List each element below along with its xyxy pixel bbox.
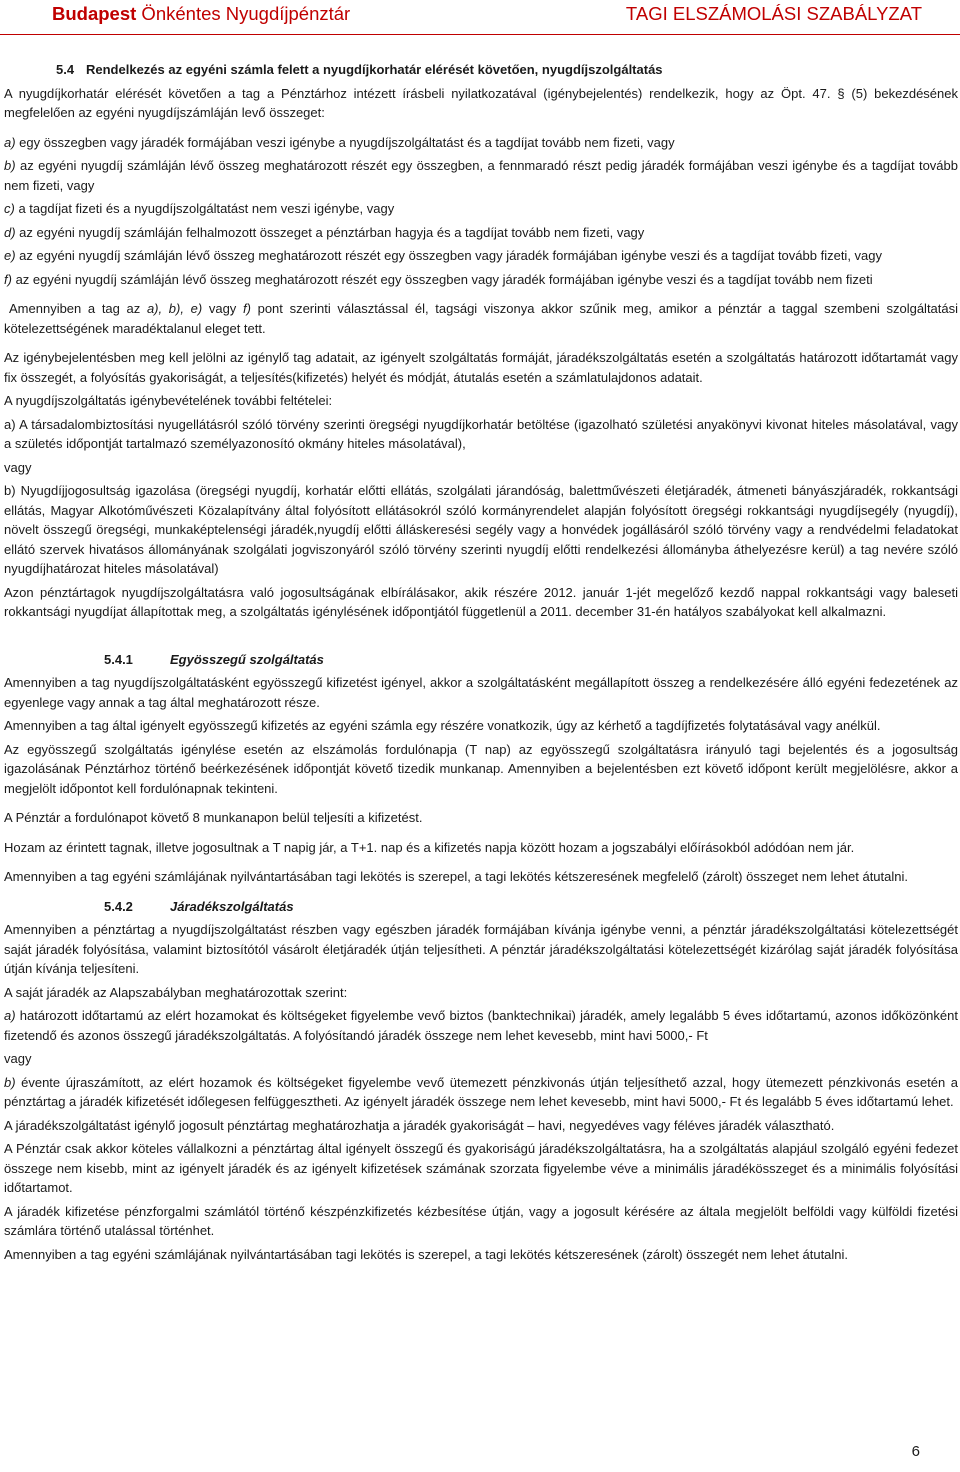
option-b-text: az egyéni nyugdíj számláján lévő összeg meghatározott részét egy összegben, a fennmaradó részt pedig járadék formájában veszi igénybe és a tagdíjat tovább nem fizeti, vagy	[4, 158, 958, 193]
annuity-p1: Amennyiben a pénztártag a nyugdíjszolgáltatást részben vagy egészben járadék formájában kívánja igénybe venni, a pénztár járadékszolgáltatási kötelezettségét saját járadék folyósítása, valamint biztosítótól vásárolt életjáradék útján teljesítheti. A pénztár járadékszolgáltatási kötelezettségét kizárólag saját járadék folyósítása útján kívánja teljesíteni.	[4, 922, 958, 976]
section-heading	[56, 60, 958, 80]
annuity-a-label: a)	[4, 1008, 16, 1023]
annuity-b	[4, 1073, 958, 1112]
section-title: Rendelkezés az egyéni számla felett a nyugdíjkorhatár elérését követően, nyugdíjszolgáltatás	[86, 62, 663, 77]
option-a-label: a)	[4, 134, 16, 150]
intro-paragraph: A nyugdíjkorhatár elérését követően a tag a Pénztárhoz intézett írásbeli nyilatkozatával (igénybejelentés) rendelkezik, hogy az Öpt. 47. § (5) bekezdésének megfelelően az egyéni nyugdíjszámláján levő összeget:	[4, 85, 958, 120]
option-f-label: f)	[4, 271, 12, 287]
page-number: 6	[911, 1443, 920, 1460]
condition-b: b) Nyugdíjjogosultság igazolása (öregségi nyugdíj, korhatár előtti ellátás, szolgálati járandóság, balettművészeti életjáradék, átmeneti bányászjáradék, rokkantsági ellátás, Magyar Alkotóművészeti Közalapítvány által folyósított ellátásokról szóló kormányrendelet alapján folyósított öregségi rokkantsági nyugdíjsegély (nyugdíj), növelt összegű öregségi, munkaképtelenségi járadék,nyugdíj előtti álláskeresési segély vagy a honvédek jogállásáról szóló törvény vagy a rendvédelmi feladatokat ellátó szervek hivatásos állományának szolgálati jogviszonyáról szóló törvény szerinti nyugdíj előtti rendelkezési állományba áthelyezésre kerül) a tag nevére szóló nyugdíjhatározat hiteles másolatával)	[4, 483, 958, 576]
option-e-text: az egyéni nyugdíj számláján lévő összeg meghatározott részét egy összegben vagy járadék formájában igénybe veszi és a tagdíjat tovább fizeti, vagy	[15, 248, 883, 263]
document-title: TAGI ELSZÁMOLÁSI SZABÁLYZAT	[625, 3, 922, 24]
lump-sum-p3: Az egyösszegű szolgáltatás igénylése esetén az elszámolás fordulónapja (T nap) az egyösszegű szolgáltatásra irányuló tagi bejelentés és a jogosultság igazolásának Pénztárhoz történő beérkezésének időpontját követő tizedik munkanap. Amennyiben a bejelentésben ezt követő időpont került megjelölésre, akkor a megjelölt időpontot kell fordulónapnak tekinteni.	[4, 741, 958, 796]
annuity-or: vagy	[4, 1051, 32, 1066]
annuity-a-text: határozott időtartamú az elért hozamokat és költségeket figyelembe vevő biztos (banktechnikai) járadék, amely legalább 5 éves időtartamú, azonos időközönként fizetendő és azonos összegű járadékszolgáltatás. A folyósítandó járadék összege nem lehet kevesebb, mint havi 5000,- Ft	[4, 1008, 958, 1043]
section-number: 5.4	[56, 62, 75, 77]
option-d-label: d)	[4, 224, 16, 240]
fund-name-bold: Budapest	[52, 3, 137, 24]
option-c-text: a tagdíjat fizeti és a nyugdíjszolgáltatást nem veszi igénybe, vagy	[14, 201, 395, 216]
option-c-label: c)	[4, 201, 15, 216]
membership-end-label-f: f)	[242, 301, 251, 316]
membership-end-pre: Amennyiben a tag az	[9, 301, 147, 316]
condition-a: a) A társadalombiztosítási nyugellátásról szóló törvény szerinti öregségi nyugdíjkorhatár betöltése (igazolható születési anyakönyvi kivonat hiteles másolatával, vagy a születés időpontját tartalmazó személyazonosító okmány hiteles másolatával),	[4, 416, 958, 451]
lump-sum-p2: Amennyiben a tag által igényelt egyösszegű kifizetés az egyéni számla egy részére vonatkozik, úgy az kérhető a tagdíjfizetés folytatásával vagy anélkül.	[4, 718, 881, 733]
fund-name	[52, 3, 350, 25]
option-f-text: az egyéni nyugdíj számláján lévő összeg meghatározott részét egy összegben vagy járadék formájában igénybe veszi és a tagdíjat tovább nem fizeti	[11, 271, 873, 287]
option-e-label: e)	[4, 248, 16, 263]
annuity-a	[4, 1006, 958, 1045]
declaration-paragraph: Az igénybejelentésben meg kell jelölni az igénylő tag adatait, az igényelt szolgáltatás formáját, járadékszolgáltatás esetén a szolgáltatás határozott időtartamát vagy fix összegét, a folyósítás gyakoriságát, a teljesítés(kifizetés) helyét és módját, átutalás esetén a számlatulajdonos adatait.	[4, 350, 958, 385]
conditions-title: A nyugdíjszolgáltatás igénybevételének további feltételei:	[4, 393, 333, 408]
fund-name-rest: Önkéntes Nyugdíjpénztár	[136, 3, 351, 24]
lump-sum-p1: Amennyiben a tag nyugdíjszolgáltatásként egyösszegű kifizetést igényel, akkor a szolgáltatásként megállapított összeg a rendelkezésére álló egyéni fedezetének az egyenlege vagy annak a tag által meghatározott része.	[4, 675, 958, 710]
option-d-text: az egyéni nyugdíj számláján felhalmozott összeget a pénztárban hagyja és a tagdíjat tovább nem fizeti, vagy	[15, 224, 645, 240]
option-b-label: b)	[4, 158, 16, 173]
subsection-heading-2	[104, 897, 958, 917]
page-header	[0, 0, 960, 35]
lump-sum-p5: Hozam az érintett tagnak, illetve jogosultnak a T napig jár, a T+1. nap és a kifizetés napja között hozam a jogszabályi előírásokból adódóan nem jár.	[4, 839, 855, 855]
annuity-p4: A Pénztár csak akkor köteles vállalkozni a pénztártag által igényelt összegű és gyakoriságú járadékszolgáltatásra, ha a szolgáltatás alapjául szolgáló egyéni fedezet összege nem kisebb, mint az igényelt járadék és az igényelt kifizetések számának szorzata figyelembe véve a minimális járadékösszeget és a minimális folyósítási időtartamot.	[4, 1141, 958, 1195]
annuity-b-label: b)	[4, 1074, 16, 1090]
option-d	[4, 223, 958, 243]
subsection-number-1: 5.4.1	[104, 651, 133, 667]
lump-sum-p4: A Pénztár a fordulónapot követő 8 munkanapon belül teljesíti a kifizetést.	[4, 810, 423, 825]
condition-or: vagy	[4, 459, 32, 475]
subsection-title-2: Járadékszolgáltatás	[170, 898, 294, 914]
annuity-p3: A járadékszolgáltatást igénylő jogosult pénztártag meghatározhatja a járadék gyakoriságát – havi, negyedéves vagy féléves járadék választható.	[4, 1117, 835, 1133]
subsection-number-2: 5.4.2	[104, 898, 133, 914]
option-e	[4, 246, 958, 266]
option-a	[4, 133, 958, 153]
document-body	[4, 60, 958, 1268]
membership-end-paragraph	[4, 299, 958, 338]
option-f	[4, 270, 958, 290]
annuity-b-text: évente újraszámított, az elért hozamok és költségeket figyelembe vevő ütemezett pénzkivonás útján teljesíthető azzal, hogy ütemezett pénzkivonás esetén a pénztártag a járadék kifizetését időlegesen felfüggesztheti. Az igényelt járadék összege nem lehet kevesebb, mint havi 5000,- Ft és legalább 5 éves időtartamú lehet.	[4, 1074, 958, 1109]
annuity-p2: A saját járadék az Alapszabályban meghatározottak szerint:	[4, 984, 348, 1000]
option-b	[4, 156, 958, 195]
subsection-title-1: Egyösszegű szolgáltatás	[170, 651, 324, 667]
disability-paragraph: Azon pénztártagok nyugdíjszolgáltatásra való jogosultságának elbírálásakor, akik részére 2012. január 1-jét megelőző kezdő nappal rokkantsági vagy baleseti rokkantsági nyugdíjat állapítottak meg, a szolgáltatás igénylésének időpontjától függetlenül a 2011. december 31-én hatályos szabályokat kell alkalmazni.	[4, 584, 958, 619]
option-a-text: egy összegben vagy járadék formájában veszi igénybe a nyugdíjszolgáltatást és a tagdíjat tovább nem fizeti, vagy	[15, 134, 675, 150]
membership-end-labels: a), b), e)	[146, 301, 203, 316]
annuity-p6: Amennyiben a tag egyéni számlájának nyilvántartásában tagi lekötés is szerepel, a tagi lekötés kétszeresének (zárolt) összegét nem lehet átutalni.	[4, 1246, 849, 1262]
annuity-p5: A járadék kifizetése pénzforgalmi számlától történő készpénzkifizetés kézbesítése útján, vagy a jogosult kérésére az általa megjelölt belföldi vagy külföldi fizetési számlára történő utalással történhet.	[4, 1203, 958, 1238]
option-c	[4, 199, 958, 219]
lump-sum-p6: Amennyiben a tag egyéni számlájának nyilvántartásában tagi lekötés is szerepel, a tagi lekötés kétszeresének megfelelő (zárolt) összeget nem lehet átutalni.	[4, 869, 909, 884]
membership-end-post: pont szerinti választással él, tagsági viszonya akkor szűnik meg, amikor a pénztár a taggal szembeni szolgáltatási kötelezettségének maradéktalanul eleget tett.	[4, 301, 959, 336]
membership-end-mid: vagy	[202, 301, 243, 316]
subsection-heading-1	[104, 650, 958, 670]
